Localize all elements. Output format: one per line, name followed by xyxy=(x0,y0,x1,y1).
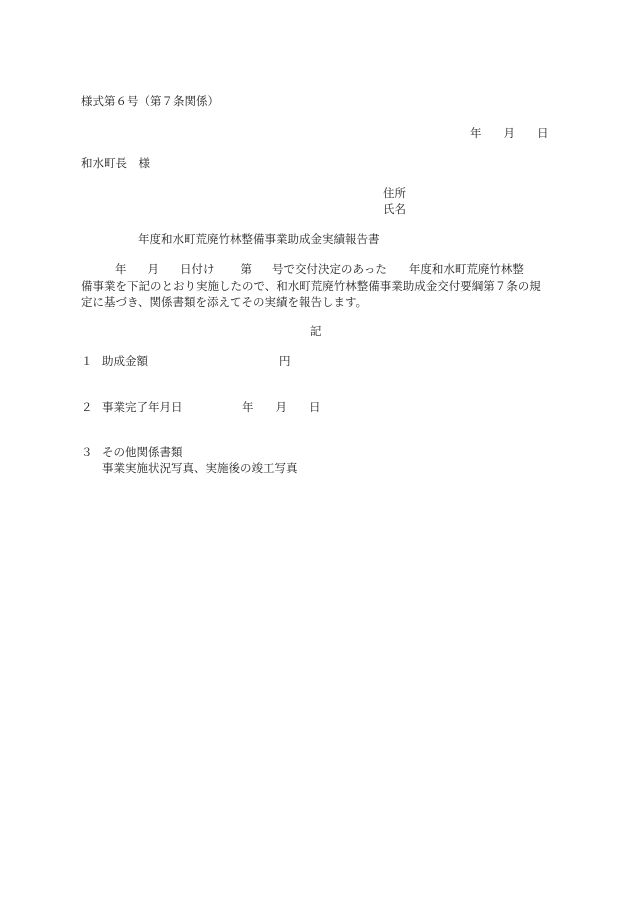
item-2-number: ２ xyxy=(81,400,93,414)
date-month: 月 xyxy=(503,126,515,140)
item-3-number: ３ xyxy=(81,445,93,459)
address-label: 住所 xyxy=(383,186,406,200)
item-2-label: 事業完了年月日 xyxy=(102,400,183,414)
item-2-date xyxy=(242,398,321,416)
item-3-detail: 事業実施状況写真、実施後の竣工写真 xyxy=(102,461,298,475)
item-2-day: 日 xyxy=(309,400,321,414)
name-label: 氏名 xyxy=(383,202,406,216)
body-paragraph xyxy=(81,261,541,311)
report-title: 年度和水町荒廃竹林整備事業助成金実績報告書 xyxy=(138,232,380,246)
item-1-label: 助成金額 xyxy=(102,354,148,368)
item-1-unit: 円 xyxy=(279,354,291,368)
body-line-3: 定に基づき、関係書類を添えてその実績を報告します。 xyxy=(81,295,368,309)
form-number: 様式第６号（第７条関係） xyxy=(81,94,219,108)
item-1-number: １ xyxy=(81,354,93,368)
item-2-year: 年 xyxy=(242,400,254,414)
date-line xyxy=(470,124,549,142)
addressee: 和水町長 様 xyxy=(81,156,150,170)
body-line-1: 年 月 日付け 第 号で交付決定のあった 年度和水町荒廃竹林整 xyxy=(115,262,524,276)
date-year: 年 xyxy=(470,126,482,140)
record-heading: 記 xyxy=(310,324,322,338)
body-line-2: 備事業を下記のとおり実施したので、和水町荒廃竹林整備事業助成金交付要綱第７条の規 xyxy=(81,278,541,293)
item-2-month: 月 xyxy=(275,400,287,414)
item-3-label: その他関係書類 xyxy=(102,445,183,459)
date-day: 日 xyxy=(537,126,549,140)
